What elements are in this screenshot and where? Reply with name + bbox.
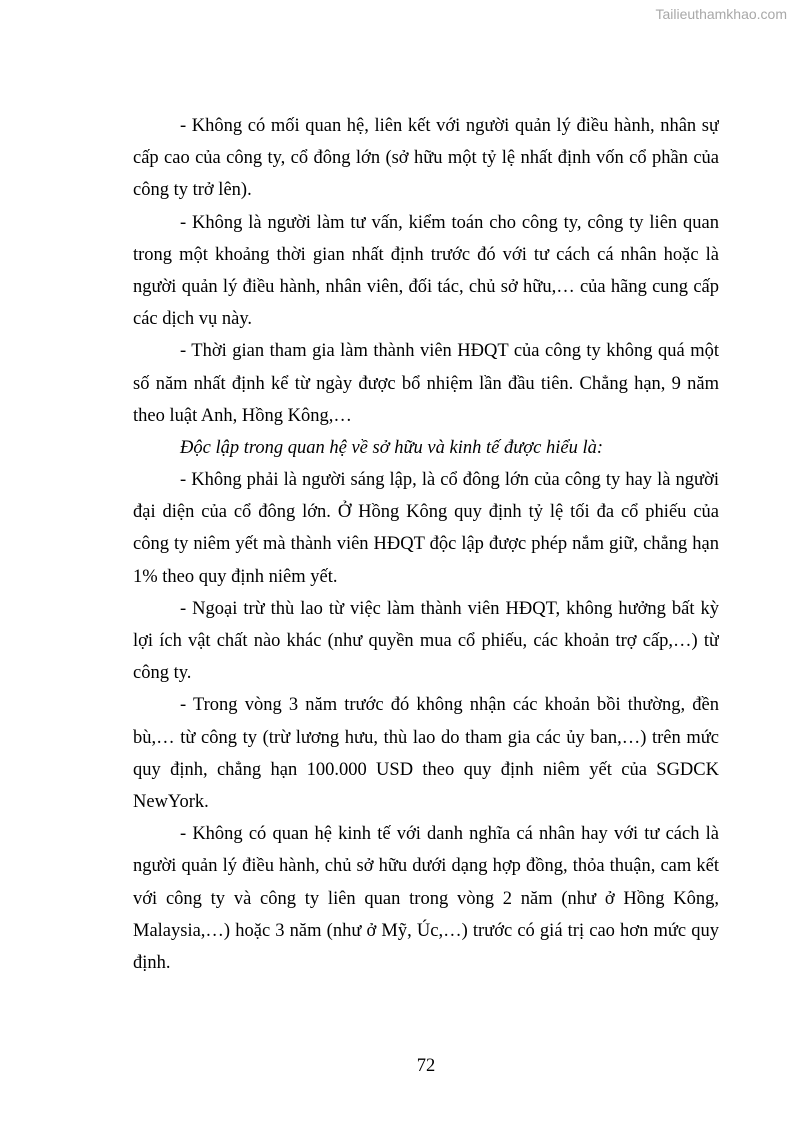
text-line: công ty. (133, 663, 192, 684)
text-line: - Trong vòng 3 năm trước đó không nhận các khoản bồi thường, đền (180, 695, 719, 716)
body-text (133, 110, 719, 979)
paragraph-term-limit (133, 335, 719, 432)
text-line: - Thời gian tham gia làm thành viên HĐQT của công ty không quá một (180, 341, 719, 362)
page-number: 72 (416, 1056, 436, 1076)
paragraph-no-material-benefit (133, 593, 719, 690)
text-line: người quản lý điều hành, nhân viên, đối tác, chủ sở hữu,… của hãng cung cấp (133, 276, 719, 297)
paragraph-not-founder (133, 464, 719, 593)
text-line: trong một khoảng thời gian nhất định trước đó với tư cách cá nhân hoặc là (133, 244, 719, 265)
text-line: - Không là người làm tư vấn, kiểm toán cho công ty, công ty liên quan (180, 212, 719, 233)
text-line: lợi ích vật chất nào khác (như quyền mua cổ phiếu, các khoản trợ cấp,…) từ (133, 631, 719, 651)
text-line: theo luật Anh, Hồng Kông,… (133, 405, 352, 426)
text-line: - Không có quan hệ kinh tế với danh nghĩa cá nhân hay với tư cách là (180, 824, 719, 845)
text-line: định. (133, 952, 171, 973)
text-line: đại diện của cổ đông lớn. Ở Hồng Kông quy định tỷ lệ tối đa cổ phiếu của (133, 502, 719, 523)
watermark: Tailieuthamkhao.com (655, 6, 787, 22)
paragraph-no-advisor (133, 207, 719, 336)
text-line: - Không có mối quan hệ, liên kết với người quản lý điều hành, nhân sự (180, 116, 719, 136)
text-line: công ty niêm yết mà thành viên HĐQT độc lập được phép nắm giữ, chẳng hạn (133, 534, 719, 555)
text-line: công ty trở lên). (133, 180, 252, 201)
text-line: số năm nhất định kể từ ngày được bổ nhiệm lần đầu tiên. Chẳng hạn, 9 năm (133, 373, 719, 394)
text-line: 1% theo quy định niêm yết. (133, 566, 338, 587)
subheading-ownership-independence (133, 432, 719, 464)
text-line: các dịch vụ này. (133, 309, 252, 330)
text-line: NewYork. (133, 791, 209, 812)
text-line: - Ngoại trừ thù lao từ việc làm thành viên HĐQT, không hưởng bất kỳ (180, 598, 719, 619)
text-line: - Không phải là người sáng lập, là cổ đông lớn của công ty hay là người (180, 470, 719, 491)
text-line: Malaysia,…) hoặc 3 năm (như ở Mỹ, Úc,…) trước có giá trị cao hơn mức quy (133, 920, 719, 941)
paragraph-no-compensation (133, 689, 719, 818)
text-line: Độc lập trong quan hệ về sở hữu và kinh tế được hiểu là: (180, 437, 604, 458)
text-line: quy định, chẳng hạn 100.000 USD theo quy định niêm yết của SGDCK (133, 759, 719, 780)
paragraph-no-relationship (133, 110, 719, 207)
text-line: bù,… từ công ty (trừ lương hưu, thù lao do tham gia các ủy ban,…) trên mức (133, 727, 719, 748)
text-line: với công ty và công ty liên quan trong vòng 2 năm (như ở Hồng Kông, (133, 888, 719, 909)
text-line: người quản lý điều hành, chủ sở hữu dưới dạng hợp đồng, thỏa thuận, cam kết (133, 856, 719, 877)
paragraph-no-economic-relationship (133, 818, 719, 979)
text-line: cấp cao của công ty, cổ đông lớn (sở hữu một tỷ lệ nhất định vốn cổ phần của (133, 148, 719, 169)
